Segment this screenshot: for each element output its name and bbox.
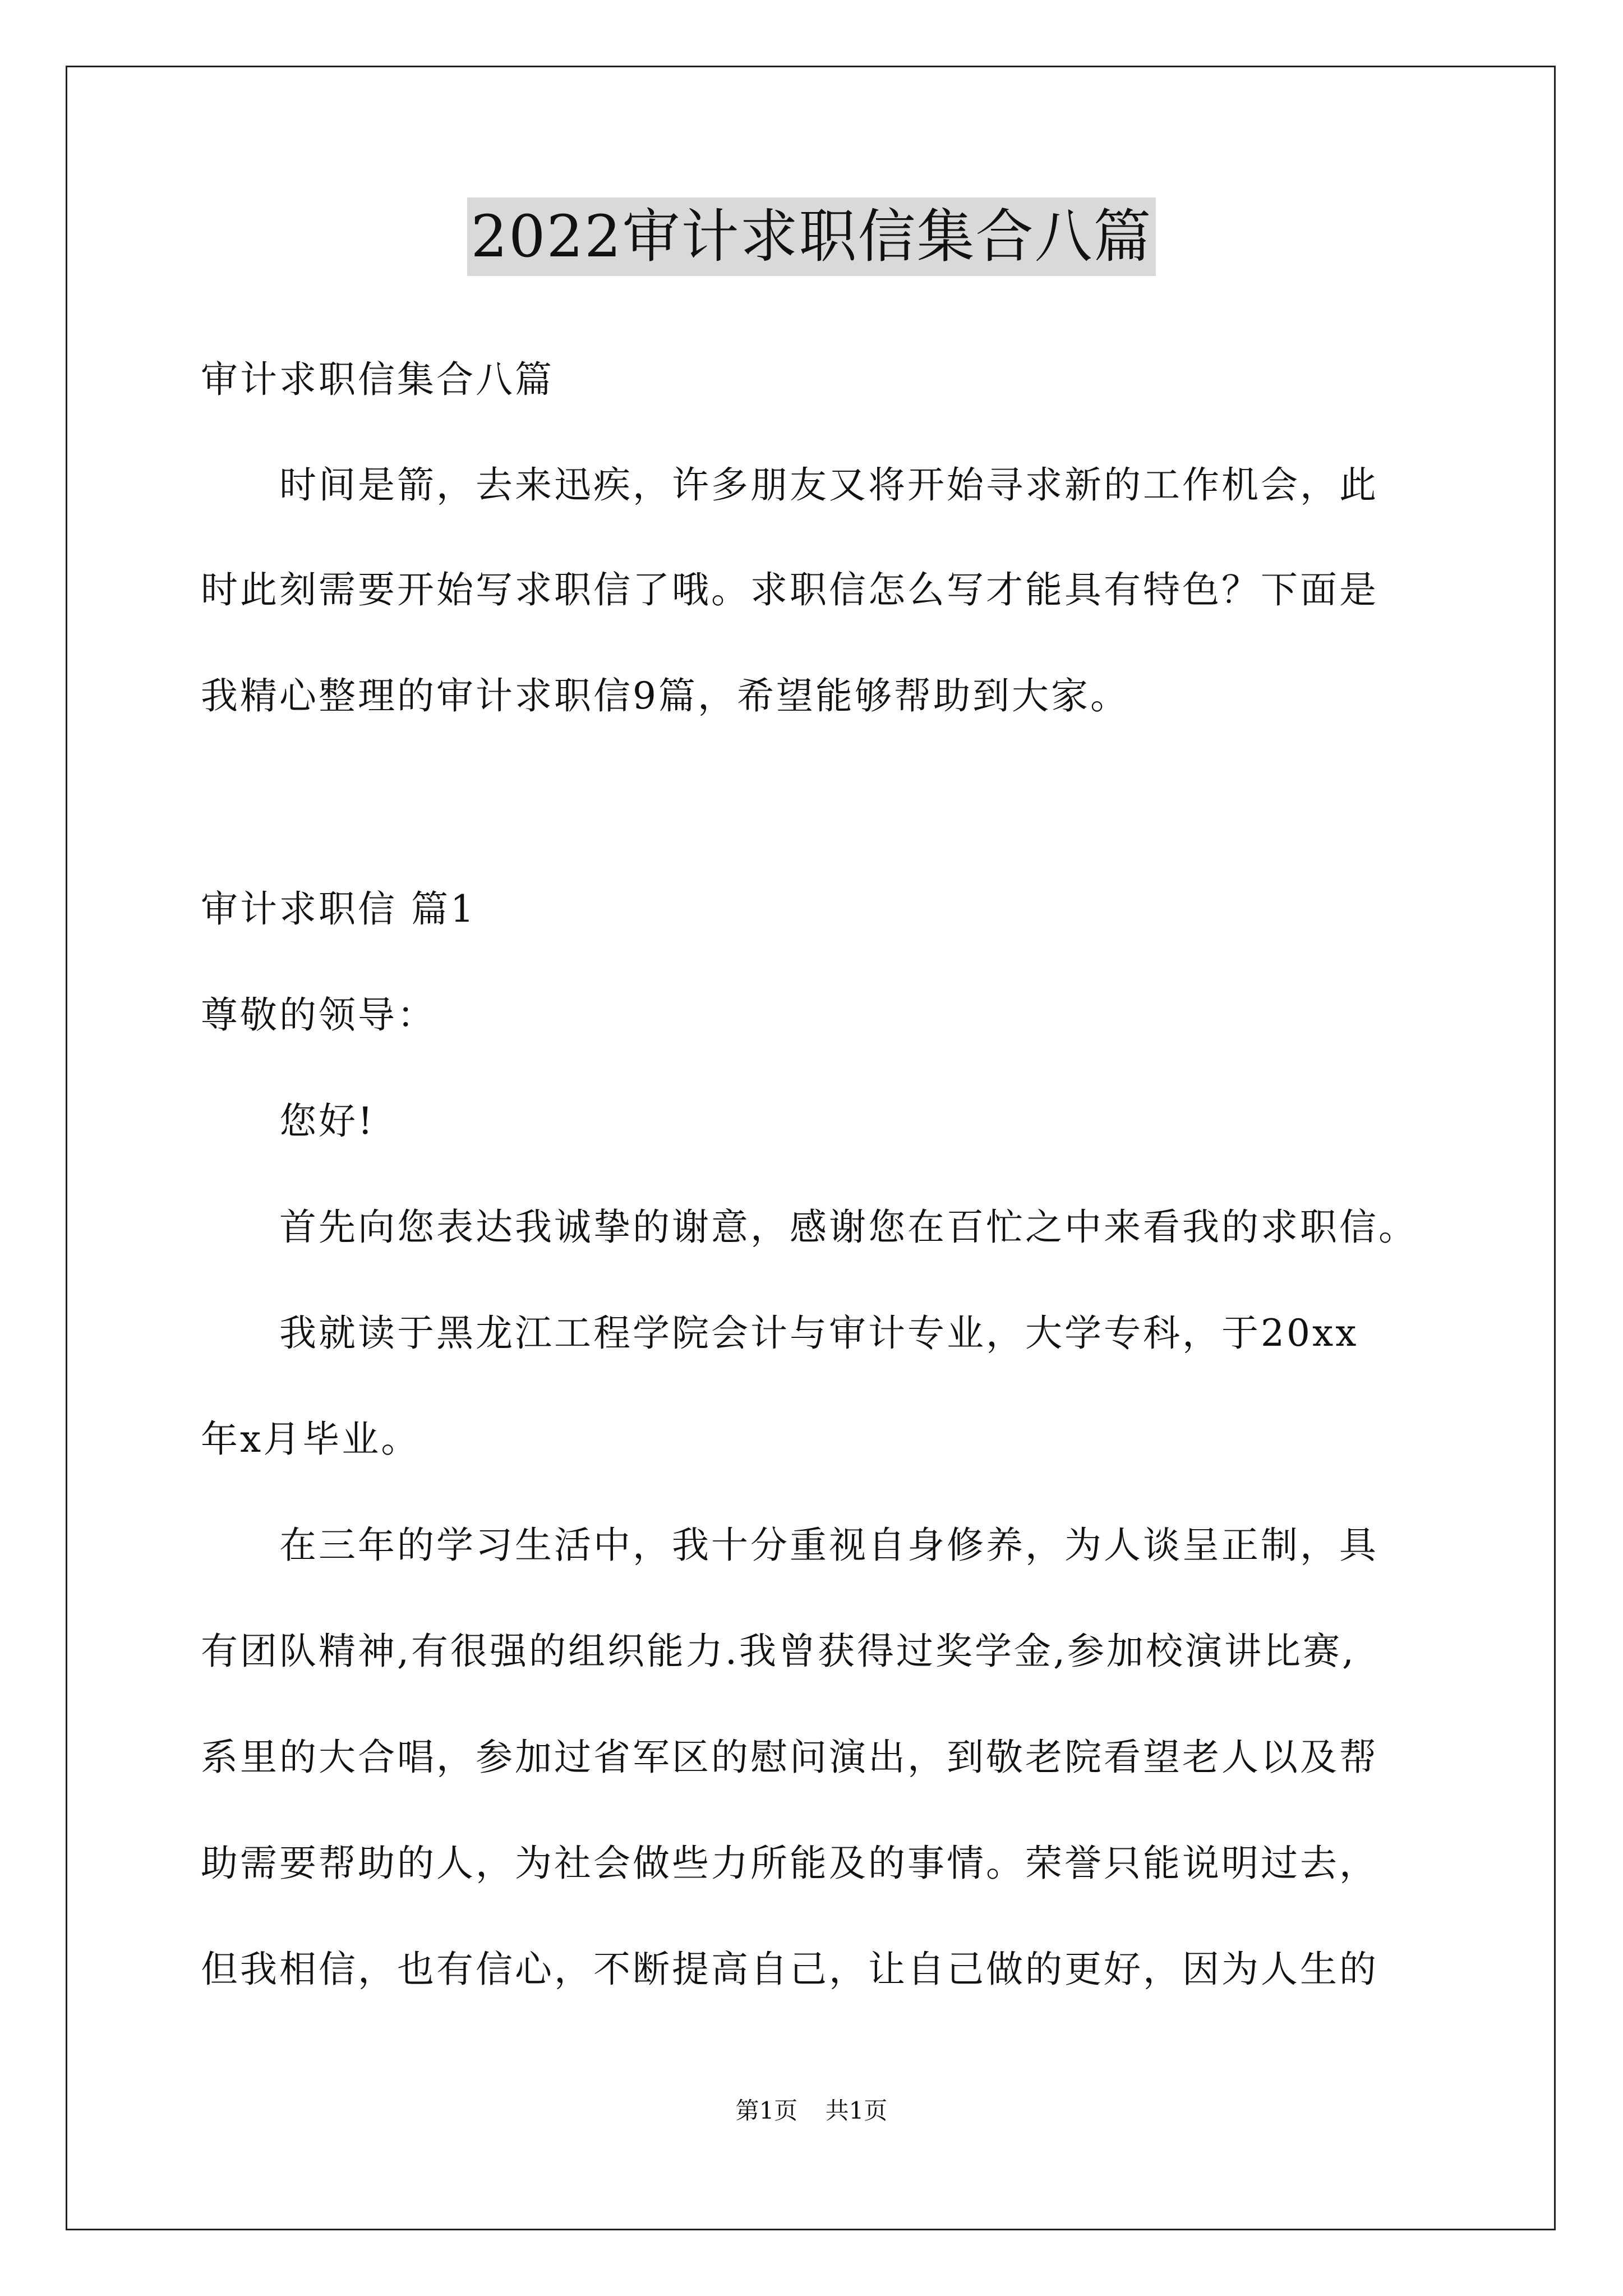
salutation-line: 尊敬的领导： [201,993,436,1037]
body-line: 我精心整理的审计求职信9篇，希望能够帮助到大家。 [201,674,1129,717]
body-line: 但我相信，也有信心，不断提高自己，让自己做的更好，因为人生的 [201,1948,1378,1991]
page-number: 第1页 [735,2097,798,2124]
body-line: 时此刻需要开始写求职信了哦。求职信怎么写才能具有特色？下面是 [201,568,1378,611]
greeting-line: 您好! [201,1099,375,1143]
document-title: 2022审计求职信集合八篇 [467,197,1155,276]
page-total: 共1页 [825,2097,888,2124]
body-line: 助需要帮助的人，为社会做些力所能及的事情。荣誉只能说明过去， [201,1842,1378,1885]
section-heading: 审计求职信 篇1 [201,887,476,931]
body-line: 时间是箭，去来迅疾，许多朋友又将开始寻求新的工作机会，此 [201,463,1378,507]
subtitle-line: 审计求职信集合八篇 [201,358,554,401]
body-line: 我就读于黑龙江工程学院会计与审计专业，大学专科，于20xx [201,1312,1359,1355]
body-line: 在三年的学习生活中，我十分重视自身修养，为人谈呈正制，具 [201,1524,1378,1567]
body-line: 有团队精神,有很强的组织能力.我曾获得过奖学金,参加校演讲比赛, [201,1630,1356,1673]
body-line: 系里的大合唱，参加过省军区的慰问演出，到敬老院看望老人以及帮 [201,1736,1378,1779]
page-footer [0,2094,1623,2128]
title-container [0,197,1623,276]
body-line: 年x月毕业。 [201,1418,421,1461]
body-line: 首先向您表达我诚挚的谢意，感谢您在百忙之中来看我的求职信。 [201,1205,1418,1249]
